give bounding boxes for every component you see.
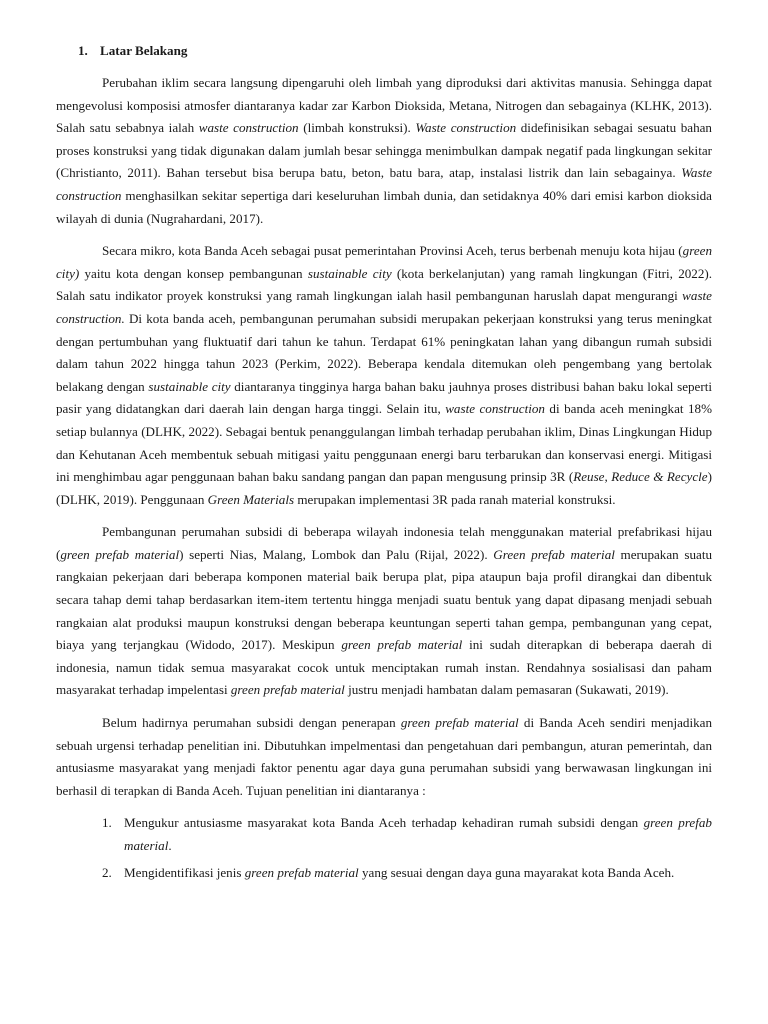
italic-term: green prefab material [341, 637, 463, 653]
paragraph-2: Secara mikro, kota Banda Aceh sebagai pusat pemerintahan Provinsi Aceh, terus berbenah menuju kota hijau (green city) yaitu kota dengan konsep pembangunan sustainable city (kota berkelanjutan) yang ramah lingkungan (Fitri, 2022). Salah satu indikator proyek konstruksi yang ramah lingkungan ialah hasil pembangunan haruslah dapat mengurangi waste construction. Di kota banda aceh, pembangunan perumahan subsidi merupakan pekerjaan konstruksi yang terus meningkat dengan pertumbuhan yang fluktuatif dari tahun ke tahun. Terdapat 61% peningkatan lahan yang dibangun rumah subsidi dalam tahun 2022 hingga tahun 2023 (Perkim, 2022). Beberapa kendala ditemukan oleh pengembang yang bertolak belakang dengan sustainable city diantaranya tingginya harga bahan baku jauhnya proses distribusi bahan baku lokal seperti pasir yang didatangkan dari daerah lain dengan harga tinggi. Selain itu, waste construction di banda aceh meningkat 18% setiap bulannya (DLHK, 2022). Sebagai bentuk penanggulangan limbah terhadap perubahan iklim, Dinas Lingkungan Hidup dan Kehutanan Aceh membentuk sebuah mitigasi yaitu penggunaan energi baru terbarukan dan konservasi energi. Mitigasi ini menghimbau agar penggunaan bahan baku sandang pangan dan papan mengusung prinsip 3R (Reuse, Reduce & Recycle) (DLHK, 2019). Penggunaan Green Materials merupakan implementasi 3R pada ranah material konstruksi. [56, 243, 713, 507]
italic-term: Green Materials [207, 491, 295, 507]
section-number: 1. [78, 43, 88, 58]
italic-term: Waste construction [56, 165, 712, 203]
italic-term: green prefab material [60, 546, 180, 562]
italic-term: Reuse, Reduce & Recycle [573, 469, 708, 485]
italic-term: Green prefab material [493, 546, 615, 562]
italic-term: waste construction [198, 120, 299, 136]
objective-item-2 [102, 862, 712, 885]
objectives-list [56, 812, 712, 884]
italic-term: Waste construction [415, 120, 517, 136]
section-heading [78, 40, 712, 62]
italic-term: green city) [56, 243, 712, 281]
paragraph-1: Perubahan iklim secara langsung dipengaruhi oleh limbah yang diproduksi dari aktivitas manusia. Sehingga dapat mengevolusi komposisi atmosfer diantaranya kadar zar Karbon Dioksida, Metana, Nitrogen dan sebagainya (KLHK, 2013). Salah satu sebabnya ialah waste construction (limbah konstruksi). Waste construction didefinisikan sebagai sesuatu bahan proses konstruksi yang tidak digunakan dalam jumlah besar sehingga menimbulkan dampak negatif pada lingkungan sekitar (Christianto, 2011). Bahan tersebut bisa berupa batu, beton, batu bara, atap, instalasi listrik dan lain sebagainya. Waste construction menghasilkan sekitar sepertiga dari keseluruhan limbah dunia, dan setidaknya 40% dari emisi karbon dioksida wilayah di dunia (Nugrahardani, 2017). [56, 75, 712, 226]
italic-term: green prefab material [124, 815, 712, 853]
objective-text: Mengukur antusiasme masyarakat kota Banda Aceh terhadap kehadiran rumah subsidi dengan green prefab material. [124, 815, 712, 853]
objective-text: Mengidentifikasi jenis green prefab material yang sesuai dengan daya guna mayarakat kota Banda Aceh. [124, 864, 675, 880]
italic-term: sustainable city [148, 378, 231, 394]
objective-marker: 1. [102, 815, 112, 831]
section-title: Latar Belakang [100, 43, 188, 58]
italic-term: green prefab material [230, 682, 345, 698]
italic-term: waste construction. [56, 288, 712, 326]
italic-term: sustainable city [307, 265, 392, 281]
italic-term: waste construction [445, 401, 545, 417]
paragraph-4: Belum hadirnya perumahan subsidi dengan penerapan green prefab material di Banda Aceh sendiri menjadikan sebuah urgensi terhadap penelitian ini. Dibutuhkan impelmentasi dan pengetahuan dari pembangun, aturan pemerintah, dan antusiasme masyarakat yang menjadi faktor penentu agar daya guna perumahan subsidi yang berwawasan lingkungan ini berhasil di terapkan di Banda Aceh. Tujuan penelitian ini diantaranya : [56, 715, 712, 798]
objective-item-1 [102, 812, 712, 857]
italic-term: green prefab material [400, 715, 519, 731]
objective-marker: 2. [102, 864, 112, 880]
italic-term: green prefab material [244, 864, 359, 880]
body-text [56, 72, 712, 802]
paragraph-3: Pembangunan perumahan subsidi di beberapa wilayah indonesia telah menggunakan material prefabrikasi hijau (green prefab material) seperti Nias, Malang, Lombok dan Palu (Rijal, 2022). Green prefab material merupakan suatu rangkaian pekerjaan dari beberapa komponen material baik berupa plat, pipa ataupun baja profil dirangkai dan dibentuk secara tahap demi tahap berdasarkan item-item tertentu hingga menjadi suatu bentuk yang dapat dipasang menjadi sebuah rangkaian alat produksi maupun konstruksi dengan beberapa keuntungan seperti tahan gempa, pembangunan yang cepat, biaya yang terjangkau (Widodo, 2017). Meskipun green prefab material ini sudah diterapkan di beberapa daerah di indonesia, namun tidak semua masyarakat cocok untuk menciptakan rumah instan. Rendahnya sosialisasi dan paham masyarakat terhadap impelentasi green prefab material justru menjadi hambatan dalam pemasaran (Sukawati, 2019). [56, 524, 713, 698]
